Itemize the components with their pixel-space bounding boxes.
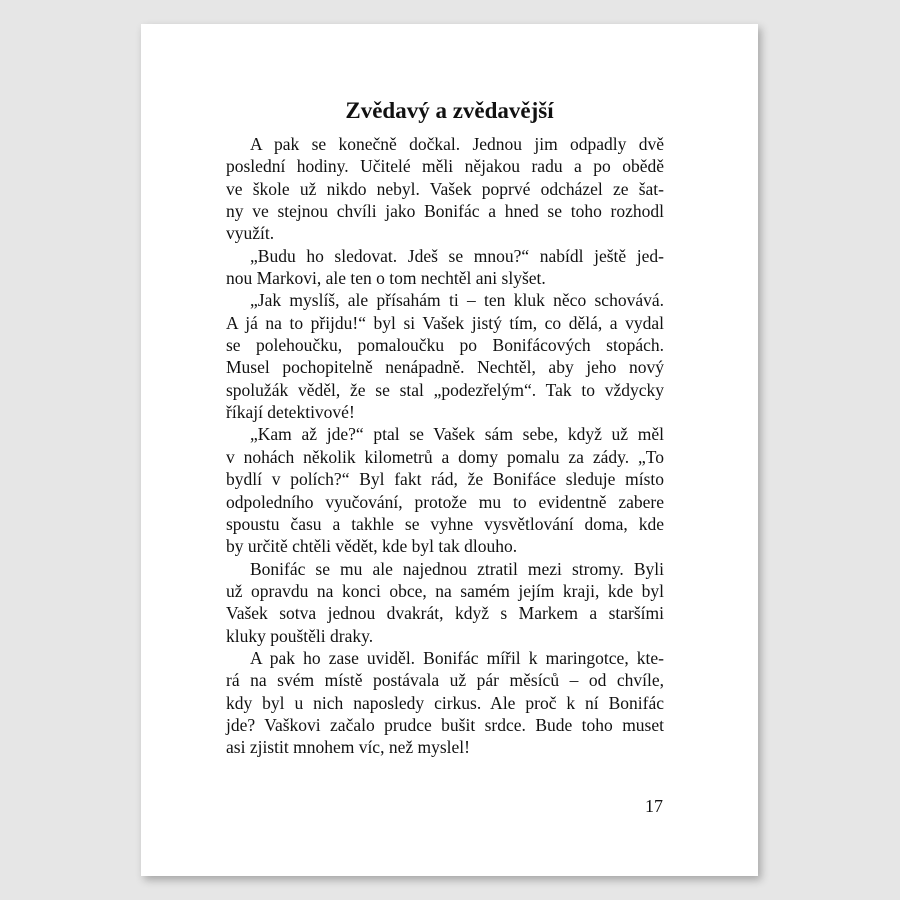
text-line: říkají detektivové! — [226, 402, 355, 423]
text-line: A pak se konečně dočkal. Jednou jim odpadly dvě — [250, 134, 664, 154]
text-line: spolužák věděl, že se stal „podezřelým“. Tak to vždycky — [226, 379, 664, 400]
text-line: A já na to přijdu!“ byl si Vašek jistý tím, co dělá, a vydal — [226, 312, 664, 333]
text-line: bydlí v polích?“ Byl fakt rád, že Bonifáce sleduje místo — [226, 469, 664, 490]
text-line: kdy byl u nich naposledy cirkus. Ale proč k ní Bonifác — [226, 692, 664, 713]
text-line: se polehoučku, pomaloučku po Bonifácových stopách. — [226, 335, 664, 356]
text-line: nou Markovi, ale ten o tom nechtěl ani slyšet. — [226, 268, 546, 289]
text-line: jde? Vaškovi začalo prudce bušit srdce. Bude toho muset — [226, 714, 664, 735]
text-line: ny ve stejnou chvíli jako Bonifác a hned se toho rozhodl — [226, 201, 664, 222]
text-line: spoustu času a takhle se vyhne vysvětlování doma, kde — [226, 513, 664, 534]
text-line: „Kam až jde?“ ptal se Vašek sám sebe, když už měl — [250, 424, 664, 445]
text-line: A pak ho zase uviděl. Bonifác mířil k maringotce, kte- — [250, 647, 664, 668]
text-line: v nohách několik kilometrů a domy pomalu za zády. „To — [226, 446, 664, 467]
chapter-title: Zvědavý a zvědavější — [345, 98, 554, 123]
text-line: už opravdu na konci obce, na samém jejím kraji, kde byl — [226, 580, 664, 601]
text-line: „Jak myslíš, ale přísahám ti – ten kluk něco schovává. — [250, 290, 664, 311]
text-line: asi zjistit mnohem víc, než myslel! — [226, 737, 470, 758]
text-line: Musel pochopitelně nenápadně. Nechtěl, aby jeho nový — [226, 357, 664, 378]
text-line: kluky pouštěli draky. — [226, 625, 374, 646]
book-page — [141, 24, 758, 876]
text-line: využít. — [226, 223, 275, 244]
text-line: odpoledního vyučování, protože mu to evidentně zabere — [226, 491, 664, 512]
body-text — [226, 133, 664, 759]
text-line: Vašek sotva jednou dvakrát, když s Markem a staršími — [226, 603, 664, 624]
text-line: poslední hodiny. Učitelé měli nějakou radu a po obědě — [226, 156, 664, 177]
text-line: ve škole už nikdo nebyl. Vašek poprvé odcházel ze šat- — [226, 178, 664, 199]
text-line: rá na svém místě postávala už pár měsíců – od chvíle, — [226, 670, 664, 691]
text-line: by určitě chtěli vědět, kde byl tak dlouho. — [226, 536, 518, 557]
text-line: Bonifác se mu ale najednou ztratil mezi stromy. Byli — [250, 558, 664, 579]
text-line: „Budu ho sledovat. Jdeš se mnou?“ nabídl ještě jed- — [250, 245, 664, 266]
page-number: 17 — [645, 796, 663, 816]
